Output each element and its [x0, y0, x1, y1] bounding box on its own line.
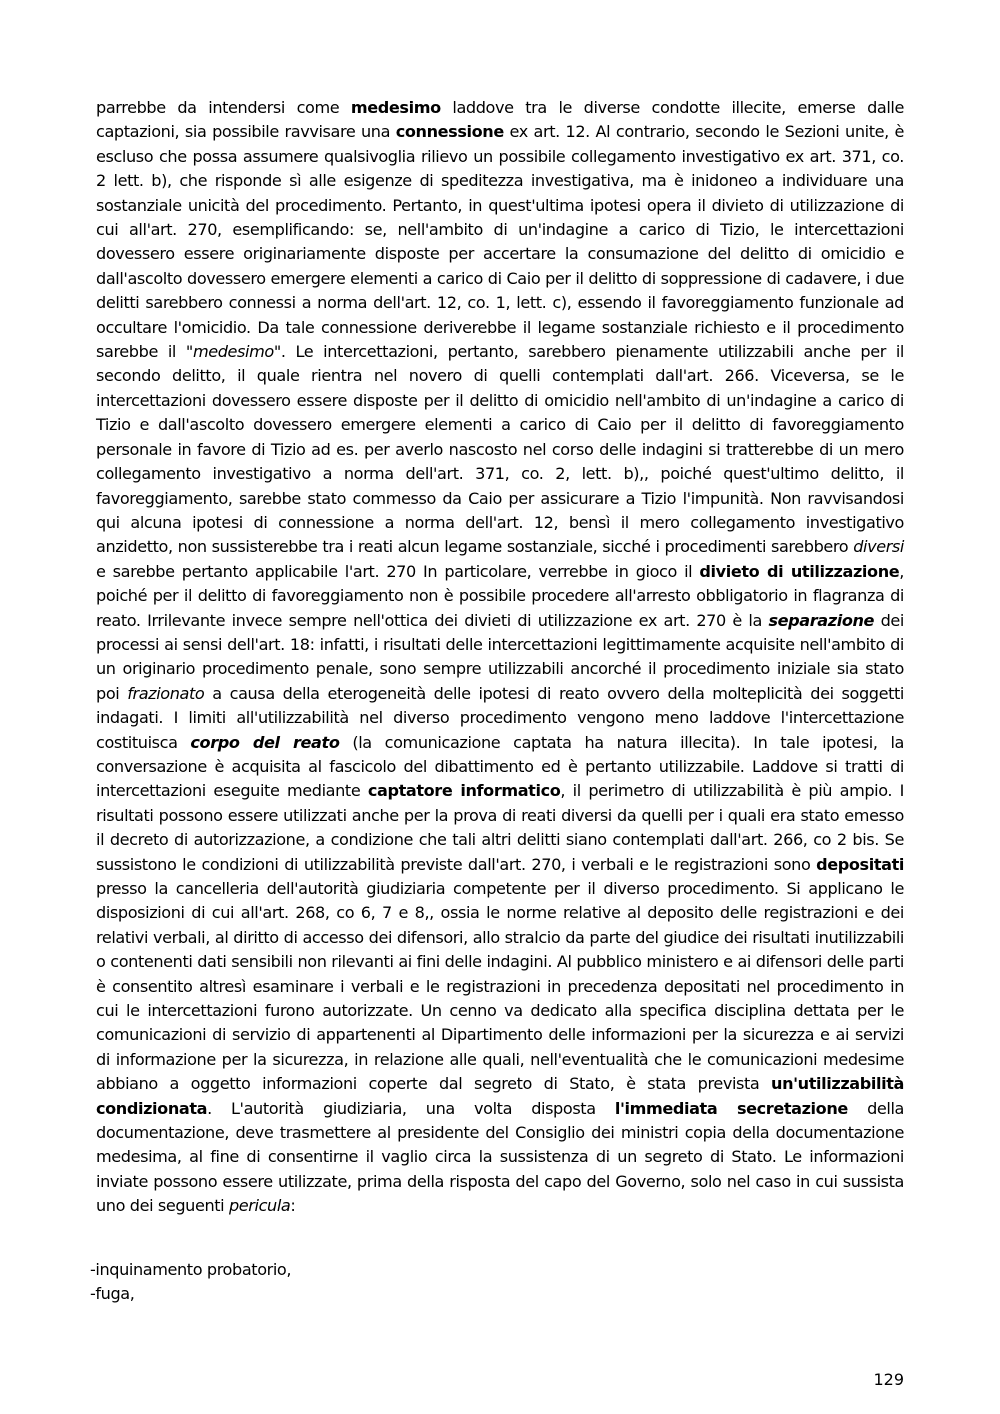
emphasis-text: depositati	[816, 854, 904, 874]
body-text-run: parrebbe da intendersi come	[96, 98, 351, 117]
body-text-run: . L'autorità giudiziaria, una volta disposta	[207, 1098, 615, 1118]
body-text-run: dei processi ai sensi dell'art. 18: infatti, i risultati delle intercettazioni legittimamente acquisite nell'ambito di un originario procedimento penale, sono sempre utilizzabili ancorché il procedimento iniziale sia stato poi	[96, 610, 904, 703]
emphasis-text: divieto di utilizzazione	[699, 561, 900, 581]
body-text-run: ". Le intercettazioni, pertanto, sarebbero pienamente utilizzabili anche per il secondo delitto, il quale rientra nel novero di quelli contemplati dall'art. 266. Viceversa, se le intercettazioni dovessero essere disposte per il delitto di omicidio nell'ambito di un'indagine a carico di Tizio e dall'ascolto dovessero emergere elementi a carico di Caio per il delitto di favoreggiamento personale in favore di Tizio ad es. per averlo nascosto nel corso delle indagini si tratterebbe di un mero collegamento investigativo a norma dell'art. 371, co. 2, lett. b),, poiché quest'ultimo delitto, il favoreggiamento, sarebbe stato commesso da Caio per assicurare a Tizio l'impunità. Non ravvisandosi qui alcuna ipotesi di connessione a norma dell'art. 12, bensì il mero collegamento investigativo anzidetto, non sussisterebbe tra i reati alcun legame sostanziale, sicché i procedimenti sarebbero	[96, 342, 904, 557]
emphasis-text: corpo del reato	[190, 732, 340, 752]
list-item-fuga: -fuga,	[90, 1284, 135, 1303]
page-number: 129	[873, 1370, 904, 1389]
body-text-run: ex art. 12. Al contrario, secondo le Sezioni unite, è escluso che possa assumere qualsivoglia rilievo un possibile collegamento investigativo ex art. 371, co. 2 lett. b), che risponde sì alle esigenze di speditezza investigativa, ma è inidoneo a individuare una sostanziale unicità del procedimento. Pertanto, in quest'ultima ipotesi opera il divieto di utilizzazione di cui all'art. 270, esemplificando: se, nell'ambito di un'indagine a carico di Tizio, le intercettazioni dovessero essere originariamente disposte per accertare la consumazione del delitto di omicidio e dall'ascolto dovessero emergere elementi a carico di Caio per il delitto di soppressione di cadavere, i due delitti sarebbero connessi a norma dell'art. 12, co. 1, lett. c), essendo il favoreggiamento funzionale ad occultare l'omicidio. Da tale connessione deriverebbe il legame sostanziale richiesto e il procedimento sarebbe il "	[96, 122, 905, 362]
emphasis-text: captatore informatico	[367, 781, 561, 801]
emphasis-text: medesimo	[192, 342, 274, 362]
emphasis-text: diversi	[853, 537, 904, 557]
emphasis-text: l'immediata secretazione	[614, 1098, 848, 1118]
body-text-run: , poiché per il delitto di favoreggiamento non è possibile procedere all'arresto obbligatorio in flagranza di reato. Irrilevante invece sempre nell'ottica dei divieti di utilizzazione ex art. 270 è la	[96, 561, 904, 630]
body-text-run: laddove tra le diverse condotte illecite, emerse dalle captazioni, sia possibile ravvisare una	[96, 98, 904, 142]
emphasis-text: separazione	[768, 610, 875, 630]
emphasis-text: pericula	[228, 1196, 291, 1216]
body-text-run: della documentazione, deve trasmettere al presidente del Consiglio dei ministri copia della documentazione medesima, al fine di consentirne il vaglio circa la sussistenza di un segreto di Stato. Le informazioni inviate possono essere utilizzate, prima della risposta del capo del Governo, solo nel caso in cui sussista uno dei seguenti	[96, 1098, 905, 1216]
body-text-run: , il perimetro di utilizzabilità è più ampio. I risultati possono essere utilizzati anche per la prova di reati diversi da quelli per i quali era stato emesso il decreto di autorizzazione, a condizione che tali altri delitti siano contemplati dall'art. 266, co 2 bis. Se sussistono le condizioni di utilizzabilità previste dall'art. 270, i verbali e le registrazioni sono	[96, 781, 905, 874]
body-text-run: :	[290, 1196, 296, 1216]
list-item-inquinamento: -inquinamento probatorio,	[90, 1260, 292, 1279]
body-paragraph	[96, 96, 904, 1219]
emphasis-text: un'utilizzabilità condizionata	[96, 1074, 904, 1118]
body-text-run: a causa della eterogeneità delle ipotesi di reato ovvero della molteplicità dei soggetti indagati. I limiti all'utilizzabilità nel diverso procedimento vengono meno laddove l'intercettazione costituisca	[96, 683, 904, 752]
emphasis-text: frazionato	[127, 683, 205, 703]
body-text-run: (la comunicazione captata ha natura illecita). In tale ipotesi, la conversazione è acquisita al fascicolo del dibattimento ed è pertanto utilizzabile. Laddove si tratti di intercettazioni eseguite mediante	[96, 732, 905, 801]
emphasis-text: medesimo	[350, 98, 441, 117]
body-text-run: e sarebbe pertanto applicabile l'art. 270 In particolare, verrebbe in gioco il	[96, 561, 700, 581]
body-text-run: presso la cancelleria dell'autorità giudiziaria competente per il diverso procedimento. Si applicano le disposizioni di cui all'art. 268, co 6, 7 e 8,, ossia le norme relative al deposito delle registrazioni e dei relativi verbali, al diritto di accesso dei difensori, allo stralcio da parte del giudice dei risultati inutilizzabili o contenenti dati sensibili non rilevanti ai fini delle indagini. Al pubblico ministero e ai difensori delle parti è consentito altresì esaminare i verbali e le registrazioni in precedenza depositati nel procedimento in cui le intercettazioni furono autorizzate. Un cenno va dedicato alla specifica disciplina dettata per le comunicazioni di servizio di appartenenti al Dipartimento delle informazioni per la sicurezza e ai servizi di informazione per la sicurezza, in relazione alle quali, nell'eventualità che le comunicazioni medesime abbiano a oggetto informazioni coperte dal segreto di Stato, è stata prevista	[96, 879, 904, 1094]
emphasis-text: connessione	[395, 122, 504, 142]
